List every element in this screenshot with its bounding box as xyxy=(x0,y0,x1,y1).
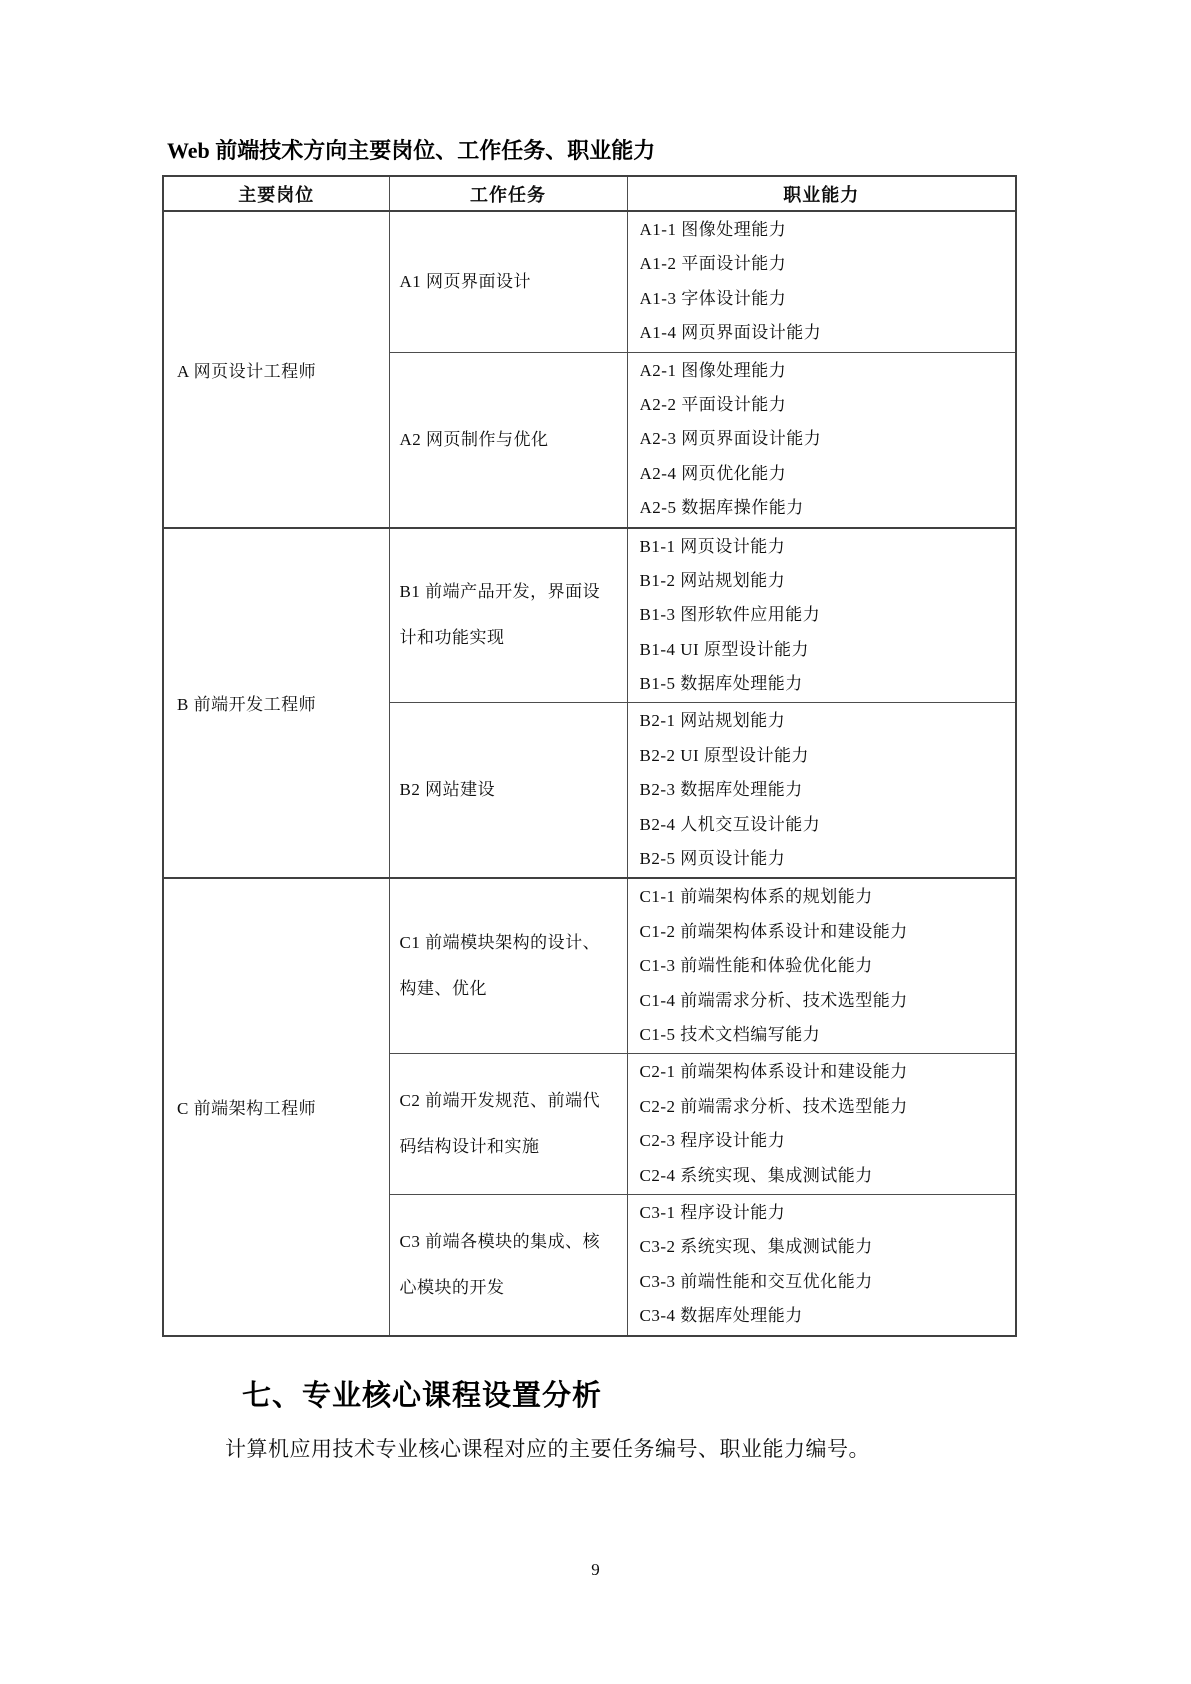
table-row-c1 xyxy=(163,878,1016,1053)
ability-item: B2-1 网站规划能力 xyxy=(639,711,786,731)
section-heading: 七、专业核心课程设置分析 xyxy=(242,1380,603,1412)
ability-item: A1-3 字体设计能力 xyxy=(639,288,787,308)
ability-item: A2-1 图像处理能力 xyxy=(639,360,787,380)
position-cell-a: A 网页设计工程师 xyxy=(163,211,389,528)
task-cell-b1: B1 前端产品开发，界面设计和功能实现 xyxy=(389,528,627,703)
section-paragraph: 计算机应用技术专业核心课程对应的主要任务编号、职业能力编号。 xyxy=(225,1437,870,1461)
task-cell-c3: C3 前端各模块的集成、核心模块的开发 xyxy=(389,1194,627,1335)
table-row-a1 xyxy=(163,211,1016,352)
ability-item: C2-3 程序设计能力 xyxy=(639,1131,786,1151)
ability-item: B1-4 UI 原型设计能力 xyxy=(639,639,809,659)
ability-item: A1-2 平面设计能力 xyxy=(639,254,787,274)
positions-table xyxy=(162,175,1017,1337)
task-cell-c2: C2 前端开发规范、前端代码结构设计和实施 xyxy=(389,1054,627,1195)
abilities-cell-c1 xyxy=(627,878,1016,1053)
table-row-b1 xyxy=(163,528,1016,703)
ability-item: C3-3 前端性能和交互优化能力 xyxy=(639,1271,873,1291)
ability-item: C1-5 技术文档编写能力 xyxy=(639,1024,821,1044)
ability-item: C3-4 数据库处理能力 xyxy=(639,1306,803,1326)
task-cell-a2: A2 网页制作与优化 xyxy=(389,352,627,527)
position-cell-c: C 前端架构工程师 xyxy=(163,878,389,1335)
task-cell-a1: A1 网页界面设计 xyxy=(389,211,627,352)
ability-item: B2-4 人机交互设计能力 xyxy=(639,814,821,834)
ability-item: B1-3 图形软件应用能力 xyxy=(639,605,821,625)
ability-item: A2-2 平面设计能力 xyxy=(639,394,787,414)
ability-item: C3-1 程序设计能力 xyxy=(639,1202,786,1222)
ability-item: C2-4 系统实现、集成测试能力 xyxy=(639,1165,873,1185)
ability-item: C2-2 前端需求分析、技术选型能力 xyxy=(639,1096,908,1116)
col-header-position: 主要岗位 xyxy=(163,176,389,211)
abilities-cell-a1 xyxy=(627,211,1016,352)
ability-item: B1-1 网页设计能力 xyxy=(639,536,786,556)
abilities-cell-c2 xyxy=(627,1054,1016,1195)
abilities-cell-c3 xyxy=(627,1194,1016,1335)
ability-item: C1-1 前端架构体系的规划能力 xyxy=(639,887,873,907)
ability-item: C1-3 前端性能和体验优化能力 xyxy=(639,956,873,976)
ability-item: A1-4 网页界面设计能力 xyxy=(639,323,822,343)
position-cell-b: B 前端开发工程师 xyxy=(163,528,389,879)
ability-item: A2-4 网页优化能力 xyxy=(639,463,787,483)
page-number: 9 xyxy=(591,1560,600,1579)
ability-item: C3-2 系统实现、集成测试能力 xyxy=(639,1237,873,1257)
ability-item: B2-3 数据库处理能力 xyxy=(639,780,803,800)
ability-item: B1-5 数据库处理能力 xyxy=(639,674,803,694)
task-cell-b2: B2 网站建设 xyxy=(389,703,627,878)
ability-item: A2-5 数据库操作能力 xyxy=(639,498,804,518)
table-title: Web 前端技术方向主要岗位、工作任务、职业能力 xyxy=(167,138,656,163)
col-header-ability: 职业能力 xyxy=(627,176,1016,211)
abilities-cell-b1 xyxy=(627,528,1016,703)
ability-item: B2-5 网页设计能力 xyxy=(639,849,786,869)
ability-item: B1-2 网站规划能力 xyxy=(639,570,786,590)
task-cell-c1: C1 前端模块架构的设计、构建、优化 xyxy=(389,878,627,1053)
ability-item: A1-1 图像处理能力 xyxy=(639,220,787,239)
table-header-row xyxy=(163,176,1016,211)
col-header-task: 工作任务 xyxy=(389,176,627,211)
abilities-cell-a2 xyxy=(627,352,1016,527)
ability-item: A2-3 网页界面设计能力 xyxy=(639,429,822,449)
ability-item: C1-4 前端需求分析、技术选型能力 xyxy=(639,990,908,1010)
ability-item: B2-2 UI 原型设计能力 xyxy=(639,745,809,765)
ability-item: C1-2 前端架构体系设计和建设能力 xyxy=(639,921,908,941)
abilities-cell-b2 xyxy=(627,703,1016,878)
ability-item: C2-1 前端架构体系设计和建设能力 xyxy=(639,1062,908,1082)
